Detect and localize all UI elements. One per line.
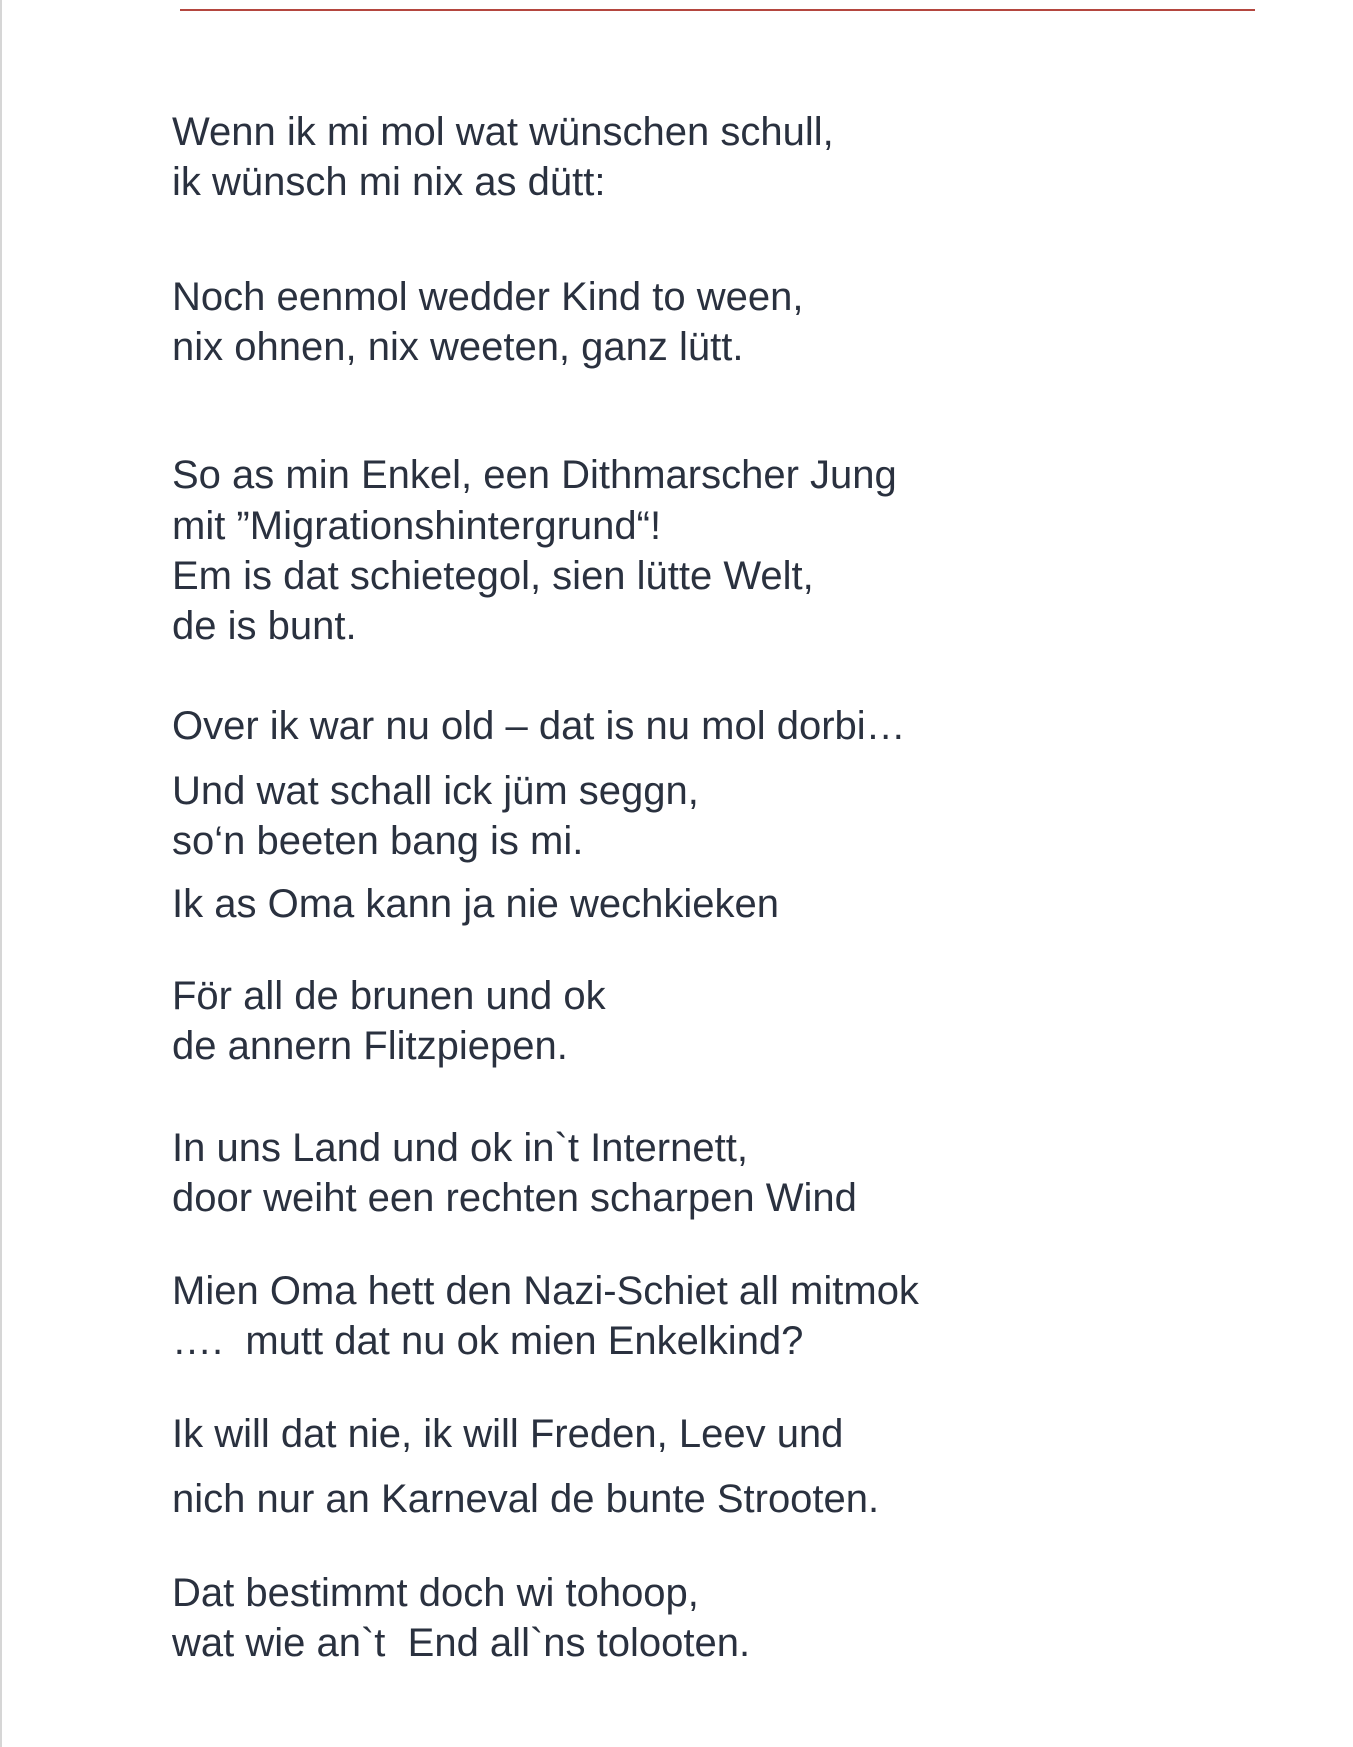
poem-line: door weiht een rechten scharpen Wind	[172, 1176, 857, 1220]
poem-line: Ik as Oma kann ja nie wechkieken	[172, 882, 779, 926]
poem-line: so‘n beeten bang is mi.	[172, 819, 584, 863]
poem-line: Over ik war nu old – dat is nu mol dorbi…	[172, 704, 906, 748]
poem-line: Noch eenmol wedder Kind to ween,	[172, 275, 804, 319]
page-left-edge	[0, 0, 2, 1747]
poem-line: wat wie an`t End all`ns tolooten.	[172, 1621, 751, 1665]
poem-line: ik wünsch mi nix as dütt:	[172, 160, 606, 204]
top-divider-rule	[180, 9, 1255, 11]
poem-line: Und wat schall ick jüm seggn,	[172, 769, 699, 813]
poem-line: För all de brunen und ok	[172, 974, 606, 1018]
poem-line: So as min Enkel, een Dithmarscher Jung	[172, 453, 897, 497]
poem-line: …. mutt dat nu ok mien Enkelkind?	[172, 1319, 804, 1363]
poem-line: Mien Oma hett den Nazi-Schiet all mitmok	[172, 1269, 919, 1313]
poem-line: mit ”Migrationshintergrund“!	[172, 504, 662, 548]
poem-line: de is bunt.	[172, 604, 357, 648]
poem-line: Ik will dat nie, ik will Freden, Leev und	[172, 1412, 844, 1456]
poem-line: nix ohnen, nix weeten, ganz lütt.	[172, 325, 744, 369]
poem-line: de annern Flitzpiepen.	[172, 1024, 568, 1068]
poem-line: Dat bestimmt doch wi tohoop,	[172, 1571, 699, 1615]
poem-line: In uns Land und ok in`t Internett,	[172, 1126, 748, 1170]
poem-line: nich nur an Karneval de bunte Strooten.	[172, 1477, 880, 1521]
poem-line: Wenn ik mi mol wat wünschen schull,	[172, 110, 834, 154]
poem-line: Em is dat schietegol, sien lütte Welt,	[172, 554, 814, 598]
